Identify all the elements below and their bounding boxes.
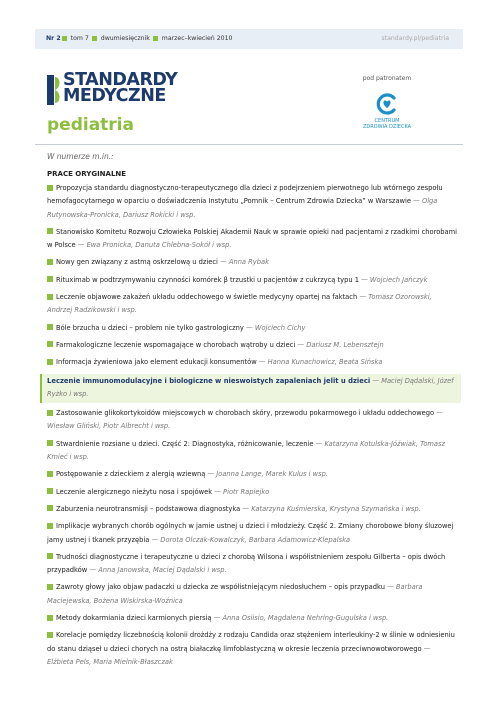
article-authors: — Barbara Maciejewska, Bożena Wiskirska-Woźnica	[47, 583, 423, 605]
article-item[interactable]	[47, 274, 457, 287]
article-authors: — Joanna Lange, Marek Kulus i wsp.	[207, 470, 328, 479]
article-authors: — Elżbieta Pels, Maria Mielnik-Błaszczak	[47, 644, 431, 666]
article-list	[47, 182, 457, 673]
square-bullet-icon	[62, 36, 67, 41]
article-authors: — Katarzyna Kuśmierska, Krystyna Szymańska i wsp.	[242, 504, 421, 513]
article-item[interactable]	[47, 256, 457, 269]
article-authors: — Wojciech Jańczyk	[361, 275, 428, 284]
top-info-bar	[35, 29, 463, 49]
article-title: Stanowisko Komitetu Rozwoju Człowieka Polskiej Akademii Nauk w sprawie opieki nad pacjentami z rzadkimi chorobami w Polsce	[47, 227, 458, 250]
square-bullet-icon	[47, 324, 53, 330]
square-bullet-icon	[47, 185, 53, 191]
square-bullet-icon	[47, 359, 53, 365]
article-title: Implikacje wybranych chorób ogólnych w jamie ustnej u dzieci i młodzieży. Część 2. Zmiany chorobowe błony śluzowej jamy ustnej i tkanek przyzębia	[47, 522, 454, 544]
patronage-org-line-2: ZDROWIA DZIECKA	[362, 124, 412, 130]
article-title: Nowy gen związany z astmą oskrzelową u dzieci	[56, 258, 218, 267]
square-bullet-icon	[47, 523, 53, 529]
article-title: Korelacje pomiędzy liczebnością kolonii drożdży z rodzaju Candida oraz stężeniem interleukiny-2 w ślinie w odniesieniu do stanu dziąseł u dzieci chorych na ostrą białaczkę limfoblastyczną w okresie leczenia przeciwnowotworowego	[47, 631, 455, 653]
article-title: Bóle brzucha u dzieci – problem nie tylko gastrologiczny	[56, 323, 244, 332]
article-title: Postępowanie z dzieckiem z alergią wziewną	[56, 470, 206, 479]
article-authors: — Wojciech Cichy	[246, 323, 306, 332]
square-bullet-icon	[47, 341, 53, 347]
intro-text: W numerze m.in.:	[47, 152, 114, 161]
article-authors: — Dariusz M. Lebensztejn	[297, 340, 384, 349]
square-bullet-icon	[47, 294, 53, 300]
article-item[interactable]	[47, 520, 457, 547]
square-bullet-icon	[47, 505, 53, 511]
article-title: Zaburzenia neurotransmisji – podstawowa diagnostyka	[56, 504, 241, 513]
journal-subtitle: pediatria	[47, 115, 134, 135]
square-bullet-icon	[47, 553, 53, 559]
logo-mark-icon	[46, 74, 62, 106]
article-authors: — Wiesław Gliński, Piotr Albrecht i wsp.	[47, 409, 443, 431]
logo-wordmark	[63, 72, 177, 104]
article-item[interactable]	[47, 581, 457, 608]
article-authors: — Katarzyna Kotulska-Jóźwiak, Tomasz Kmieć i wsp.	[47, 439, 446, 462]
frequency: dwumiesięcznik	[100, 35, 150, 42]
patronage-org-line-1: CENTRUM	[374, 118, 400, 124]
article-item[interactable]	[47, 226, 457, 253]
article-item[interactable]	[47, 468, 457, 481]
article-item[interactable]	[47, 356, 457, 369]
article-title: Informacja żywieniowa jako element edukacji konsumentów	[56, 358, 257, 367]
article-item[interactable]	[47, 629, 457, 669]
article-authors: — Anna Osiisio, Magdalena Nehring-Gugulska i wsp.	[213, 614, 389, 623]
article-authors: — Dorota Olczak-Kowalczyk, Barbara Adamowicz-Klepalska	[151, 535, 351, 544]
featured-article-item[interactable]	[40, 374, 461, 404]
patronage-label: pod patronatem	[362, 75, 412, 82]
article-item[interactable]	[47, 612, 457, 625]
square-bullet-icon	[47, 632, 53, 638]
square-bullet-icon	[47, 471, 53, 477]
article-authors: — Anna Rybak	[220, 258, 269, 267]
article-authors: — Maciej Dądalski, Józef Ryżko i wsp.	[47, 376, 454, 398]
logo-line-2: MEDYCZNE	[63, 86, 166, 106]
period: marzec–kwiecień 2010	[161, 35, 233, 42]
article-title: Zastosowanie glikokortykoidów miejscowych w chorobach skóry, przewodu pokarmowego i układu oddechowego	[56, 409, 435, 418]
patronage-block	[352, 75, 422, 130]
article-item[interactable]	[47, 486, 457, 499]
article-authors: — Ewa Pronicka, Danuta Chlebna-Sokół i wsp.	[77, 241, 232, 250]
article-item[interactable]	[47, 291, 457, 318]
square-bullet-icon	[47, 276, 53, 282]
square-bullet-icon	[47, 259, 53, 265]
divider	[35, 144, 463, 145]
article-authors: — Hanna Kunachowicz, Beata Sińska	[258, 358, 383, 367]
square-bullet-icon	[47, 488, 53, 494]
website-link[interactable]: standardy.pl/pediatria	[381, 35, 449, 42]
article-authors: — Piotr Rapiejko	[214, 487, 270, 496]
issue-number: Nr 2	[46, 35, 61, 42]
article-title: Leczenie alergicznego nieżytu nosa i spojówek	[56, 487, 213, 496]
brand-logo	[46, 72, 206, 108]
article-item[interactable]	[47, 182, 457, 222]
article-title: Leczenie objawowe zakażeń układu oddechowego w świetle medycyny opartej na faktach	[56, 293, 358, 302]
square-bullet-icon	[47, 410, 53, 416]
square-bullet-icon	[47, 440, 53, 446]
article-title: Trudności diagnostyczne i terapeutyczne u dzieci z chorobą Wilsona i współistnieniem zespołu Gilberta – opis dwóch przypadków	[47, 552, 446, 575]
article-authors: — Olga Rutynowska-Pronicka, Dariusz Rokicki i wsp.	[47, 197, 438, 219]
article-title: Stwardnienie rozsiane u dzieci. Część 2: Diagnostyka, różnicowanie, leczenie	[56, 439, 314, 448]
square-bullet-icon	[47, 615, 53, 621]
article-title: Zawroty głowy jako objaw padaczki u dziecka ze współistniejącym niedosłuchem – opis przypadku	[56, 583, 385, 592]
article-title: Propozycja standardu diagnostyczno-terapeutycznego dla dzieci z podejrzeniem pierwotnego lub wtórnego zespołu hemofagocytarnego w oparciu o doświadczenia Instytutu „Pomnik – Centrum Zdrowia Dziecka” w Warszawie	[47, 184, 443, 206]
square-bullet-icon	[47, 584, 53, 590]
article-title: Metody dokarmiania dzieci karmionych piersią	[56, 614, 212, 623]
article-title: Farmakologiczne leczenie wspomagające w chorobach wątroby u dzieci	[56, 340, 296, 349]
article-authors: — Tomasz Ozorowski, Andrzej Radzikowski i wsp.	[47, 293, 432, 315]
square-bullet-icon	[47, 228, 53, 234]
article-item[interactable]	[47, 503, 457, 516]
article-item[interactable]	[47, 438, 457, 465]
section-title: PRACE ORYGINALNE	[47, 170, 127, 178]
logo-line-1: STANDARDY	[63, 70, 178, 90]
article-authors: — Anna Janowska, Maciej Dądalski i wsp.	[89, 566, 227, 575]
article-item[interactable]	[47, 322, 457, 335]
article-item[interactable]	[47, 339, 457, 352]
square-bullet-icon	[153, 36, 158, 41]
article-item[interactable]	[47, 407, 457, 434]
issue-info	[46, 35, 232, 42]
patronage-org	[352, 118, 422, 130]
article-item[interactable]	[47, 551, 457, 578]
heart-c-icon	[375, 92, 399, 116]
article-title: Rituximab w podtrzymywaniu czynności komórek β trzustki u pacjentów z cukrzycą typu 1	[56, 275, 359, 284]
volume: tom 7	[70, 35, 89, 42]
article-title: Leczenie immunomodulacyjne i biologiczne w nieswoistych zapaleniach jelit u dzieci	[47, 376, 371, 385]
square-bullet-icon	[92, 36, 97, 41]
